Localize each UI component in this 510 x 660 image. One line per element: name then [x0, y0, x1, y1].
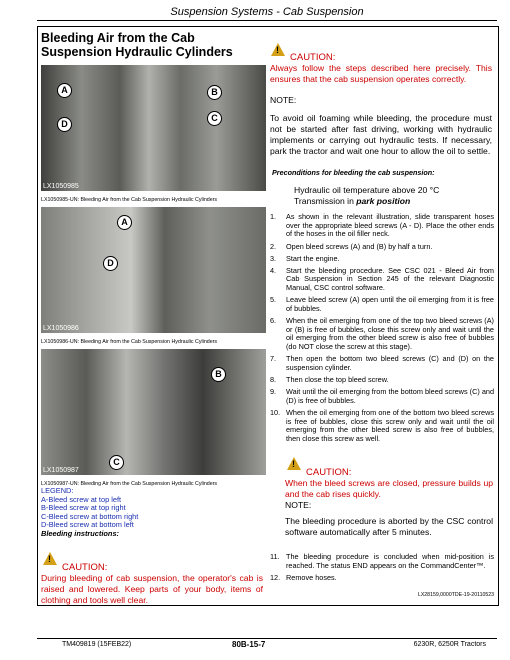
step-item: 8. Then close the top bleed screw.: [270, 374, 389, 384]
footer-right: 6230R, 6250R Tractors: [413, 641, 486, 648]
step-item: 12. Remove hoses.: [270, 572, 337, 582]
footer-rule: [37, 638, 497, 639]
steps-list: [270, 213, 494, 447]
footer-left: TM409819 (15FEB22): [62, 641, 132, 648]
callout-d: D: [57, 117, 72, 132]
step-item: 5. Leave bleed screw (A) open until the oil emerging from it is free of bubbles.: [270, 295, 494, 313]
steps-list-2: [270, 553, 494, 586]
caution-label: CAUTION:: [290, 52, 336, 63]
precondition-2-prefix: Transmission in: [294, 196, 357, 206]
legend-heading: LEGEND:: [41, 486, 74, 495]
step-item: 2. Open bleed screws (A) and (B) by half a turn.: [270, 241, 433, 251]
legend-item: D-Bleed screw at bottom left: [41, 520, 134, 530]
caution-label: CAUTION:: [306, 467, 352, 478]
callout-d: D: [103, 256, 118, 271]
photo-2: [41, 207, 266, 333]
section-title: Bleeding Air from the Cab Suspension Hydraulic Cylinders: [41, 31, 233, 59]
callout-b: B: [207, 85, 222, 100]
step-item: 10. When the oil emerging from one of the bottom two bleed screws is free of bubbles, close this screw only and wait until the oil emerging from the other bleed screw is also free of bubbles, then close this screw as well.: [270, 407, 494, 443]
legend-item: B-Bleed screw at top right: [41, 503, 126, 513]
photo-3: [41, 349, 266, 475]
step-item: 11. The bleeding procedure is concluded when mid-position is reached. The status END appears on the CommandCenter™.: [270, 552, 494, 570]
precondition-1: Hydraulic oil temperature above 20 °C: [294, 185, 440, 195]
legend-item: A-Bleed screw at top left: [41, 494, 122, 504]
park-position: park position: [356, 196, 411, 206]
page-header-title: Suspension Systems - Cab Suspension: [170, 6, 364, 18]
caution-1-text: Always follow the steps described here precisely. This ensures that the cab suspension operates correctly.: [270, 63, 492, 84]
photo-1-caption: LX1050985-UN: Bleeding Air from the Cab Suspension Hydraulic Cylinders: [41, 197, 218, 203]
photo-1: [41, 65, 266, 191]
warning-icon: [43, 552, 57, 565]
step-item: 1. As shown in the relevant illustration, slide transparent hoses over the appropriate bleed screws (A - D). Place the other ends of the hoses in the oil filler neck.: [270, 212, 494, 239]
note-label: NOTE:: [270, 95, 297, 105]
step-item: 6. When the oil emerging from one of the top two bleed screws (A) or (B) is free of bubbles, close this screw only and wait until the oil emerging from the other bleed screw is also free of bubbles (do NOT close the screw at this stage).: [270, 315, 494, 352]
step-item: 7. Then open the bottom two bleed screws (C) and (D) on the suspension cylinder.: [270, 354, 494, 372]
callout-a: A: [117, 215, 132, 230]
callout-c: C: [109, 455, 124, 470]
photo-2-id: LX1050986: [43, 325, 79, 332]
step-item: 9. Wait until the oil emerging from the bottom bleed screws (C) and (D) is free of bubbles.: [270, 387, 494, 405]
callout-a: A: [57, 83, 72, 98]
note-1-text: To avoid oil foaming while bleeding, the procedure must not be started after fast driving, working with hydraulic implements or carrying out hydraulic tests. If necessary, park the tractor and wait one hour to allow the oil to settle.: [270, 113, 492, 156]
caution-3-text: During bleeding of cab suspension, the operator's cab is raised and lowered. Keep parts of your body, items of clothing and tools well clear.: [41, 573, 263, 605]
photo-3-caption: LX1050987-UN: Bleeding Air from the Cab Suspension Hydraulic Cylinders: [41, 481, 218, 487]
footer-center: 80B-15-7: [232, 640, 266, 649]
note-2-text: The bleeding procedure is aborted by the CSC control software automatically after 5 minutes.: [285, 516, 493, 537]
warning-icon: [287, 457, 301, 470]
caution-label: CAUTION:: [62, 562, 108, 573]
caution-2-text: When the bleed screws are closed, pressure builds up and the cab rises quickly.: [285, 478, 493, 499]
preconditions-title: Preconditions for bleeding the cab suspension:: [272, 168, 435, 177]
note-label: NOTE:: [285, 500, 312, 510]
reference-code: LX28159,0000TDE-19-20110523: [417, 592, 494, 598]
precondition-2: [294, 196, 410, 207]
step-item: 3. Start the engine.: [270, 253, 340, 263]
legend-item: C-Bleed screw at bottom right: [41, 511, 139, 521]
photo-1-id: LX1050985: [43, 183, 79, 190]
warning-icon: [271, 43, 285, 56]
callout-b: B: [211, 367, 226, 382]
bleeding-instructions-heading: Bleeding instructions:: [41, 528, 120, 538]
callout-c: C: [207, 111, 222, 126]
photo-2-caption: LX1050986-UN: Bleeding Air from the Cab Suspension Hydraulic Cylinders: [41, 339, 218, 345]
step-item: 4. Start the bleeding procedure. See CSC 021 - Bleed Air from Cab Suspension in Section 245 of the relevant Diagnostic Manual, CSC control software.: [270, 265, 494, 293]
legend: [41, 487, 138, 539]
photo-3-id: LX1050987: [43, 467, 79, 474]
header-rule: [37, 20, 497, 21]
